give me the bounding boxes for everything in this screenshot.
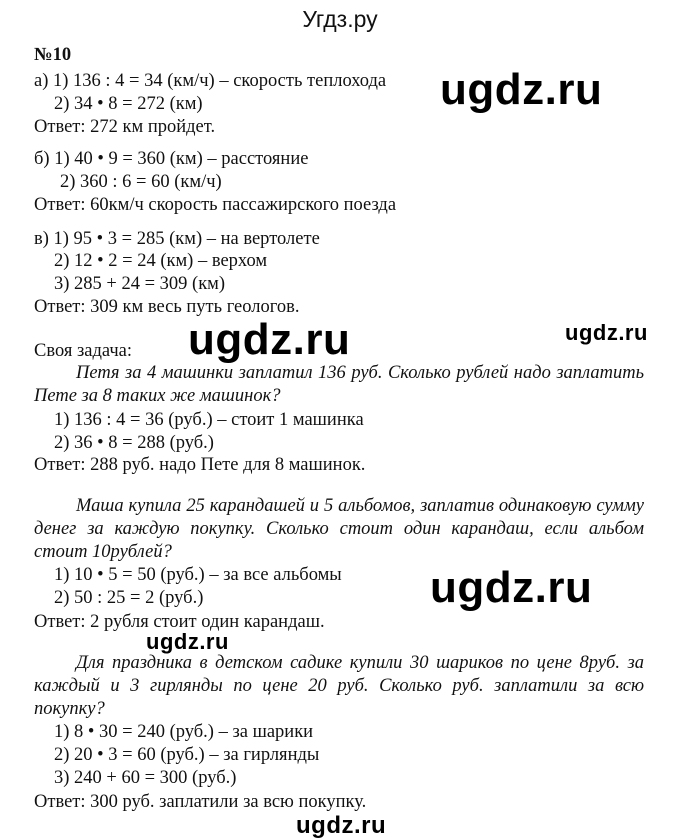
solution-line: 2) 50 : 25 = 2 (руб.) (54, 588, 204, 608)
site-header: Угдз.ру (302, 6, 378, 32)
answer-line: Ответ: 60км/ч скорость пассажирского поезда (34, 195, 397, 215)
problem-text: Маша купила 25 карандашей и 5 альбомов, заплатив одинаковую сумму денег за каждую покупку. Сколько стоит один карандаш, если альбом стоит 10рублей? (34, 496, 644, 562)
solution-line: 1) 8 • 30 = 240 (руб.) – за шарики (54, 722, 314, 742)
answer-line: Ответ: 272 км пройдет. (34, 117, 216, 137)
solution-line: 3) 240 + 60 = 300 (руб.) (54, 768, 237, 788)
answer-line: Ответ: 300 руб. заплатили за всю покупку. (34, 792, 367, 812)
solution-line: 2) 20 • 3 = 60 (руб.) – за гирлянды (54, 745, 320, 765)
answer-line: Ответ: 309 км весь путь геологов. (34, 297, 300, 317)
watermark: ugdz.ru (440, 65, 603, 114)
solution-line: 2) 36 • 8 = 288 (руб.) (54, 433, 214, 453)
solution-line: 2) 34 • 8 = 272 (км) (54, 94, 203, 114)
watermark: ugdz.ru (188, 315, 351, 364)
solution-line: 1) 136 : 4 = 36 (руб.) – стоит 1 машинка (54, 410, 364, 430)
watermark: ugdz.ru (146, 629, 229, 654)
problem-text: Для праздника в детском садике купили 30 шариков по цене 8руб. за каждый и 3 гирлянды по цене 20 руб. Сколько руб. заплатили за всю покупку? (34, 653, 644, 719)
solution-line: а) 1) 136 : 4 = 34 (км/ч) – скорость теплохода (34, 71, 387, 91)
answer-line: Ответ: 2 рубля стоит один карандаш. (34, 612, 325, 632)
watermark: ugdz.ru (565, 320, 648, 345)
answer-line: Ответ: 288 руб. надо Пете для 8 машинок. (34, 455, 366, 475)
solution-line: в) 1) 95 • 3 = 285 (км) – на вертолете (34, 229, 320, 249)
task-number: №10 (34, 45, 72, 65)
problem-text: Петя за 4 машинки заплатил 136 руб. Сколько рублей надо заплатить Пете за 8 таких же машинок? (34, 363, 644, 406)
solution-line: б) 1) 40 • 9 = 360 (км) – расстояние (34, 149, 309, 169)
watermark: ugdz.ru (430, 563, 593, 612)
solution-line: 2) 360 : 6 = 60 (км/ч) (60, 172, 222, 192)
footer-watermark: ugdz.ru (296, 812, 387, 839)
solution-line: 1) 10 • 5 = 50 (руб.) – за все альбомы (54, 565, 342, 585)
solution-line: 3) 285 + 24 = 309 (км) (54, 274, 226, 294)
solution-line: 2) 12 • 2 = 24 (км) – верхом (54, 251, 268, 271)
own-task-label: Своя задача: (34, 341, 133, 361)
